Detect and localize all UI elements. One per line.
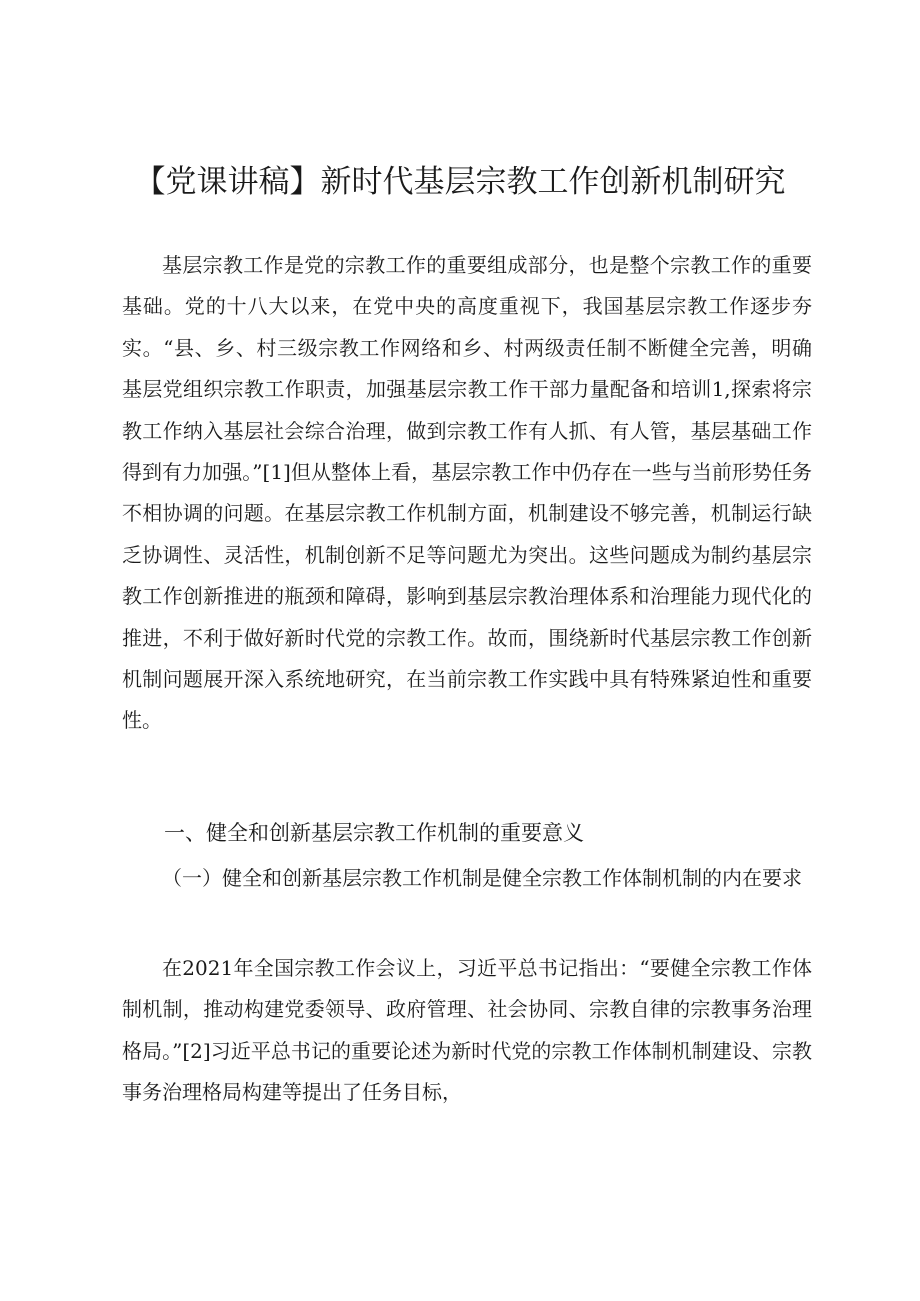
document-title: 【党课讲稿】新时代基层宗教工作创新机制研究 bbox=[134, 164, 786, 200]
intro-paragraph: 基层宗教工作是党的宗教工作的重要组成部分，也是整个宗教工作的重要基础。党的十八大以来，在党中央的高度重视下，我国基层宗教工作逐步夯实。“县、乡、村三级宗教工作网络和乡、村两级责任制不断健全完善，明确基层党组织宗教工作职责，加强基层宗教工作干部力量配备和培训1,探索将宗教工作纳入基层社会综合治理，做到宗教工作有人抓、有人管，基层基础工作得到有力加强。”[1]但从整体上看，基层宗教工作中仍存在一些与当前形势任务不相协调的问题。在基层宗教工作机制方面，机制建设不够完善，机制运行缺乏协调性、灵活性，机制创新不足等问题尤为突出。这些问题成为制约基层宗教工作创新推进的瓶颈和障碍，影响到基层宗教治理体系和治理能力现代化的推进，不利于做好新时代党的宗教工作。故而，围绕新时代基层宗教工作创新机制问题展开深入系统地研究，在当前宗教工作实践中具有特殊紧迫性和重要性。 bbox=[122, 253, 812, 733]
section-paragraph: 在2021年全国宗教工作会议上，习近平总书记指出：“要健全宗教工作体制机制，推动构建党委领导、政府管理、社会协同、宗教自律的宗教事务治理格局。”[2]习近平总书记的重要论述为新时代党的宗教工作体制机制建设、宗教事务治理格局构建等提出了任务目标， bbox=[122, 956, 812, 1105]
section-heading-1: 一、健全和创新基层宗教工作机制的重要意义 bbox=[164, 821, 584, 845]
section-paragraph-block bbox=[122, 948, 812, 1114]
subheading-block bbox=[122, 858, 812, 899]
intro-paragraph-block bbox=[122, 245, 812, 742]
subsection-heading-1: （一）健全和创新基层宗教工作机制是健全宗教工作体制机制的内在要求 bbox=[162, 866, 802, 890]
